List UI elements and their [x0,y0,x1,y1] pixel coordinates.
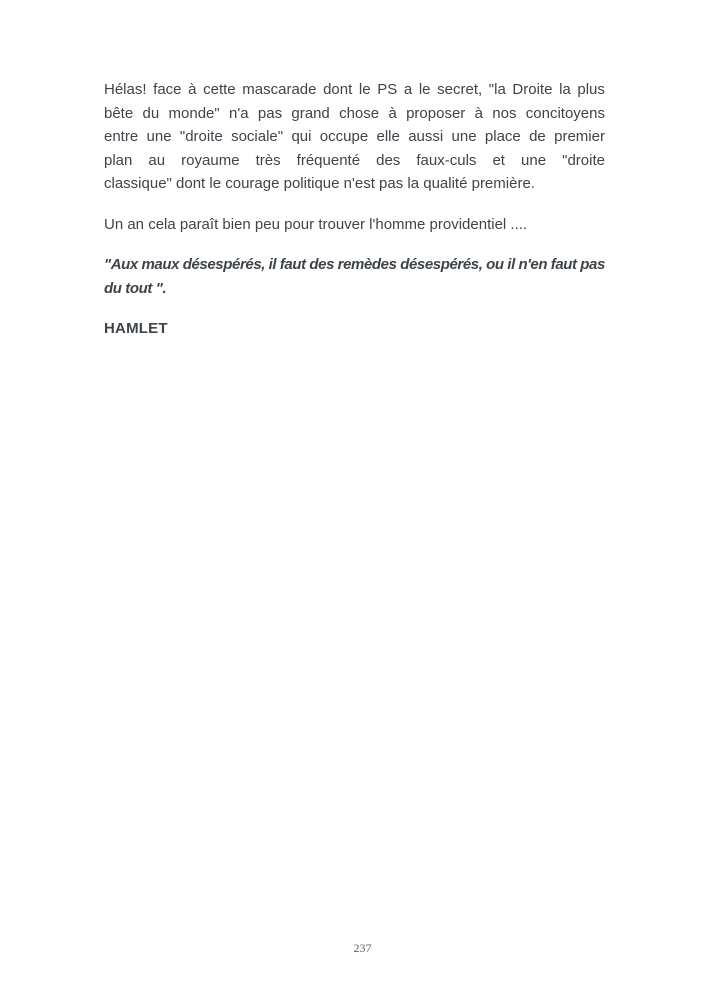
text-line: entre une "droite sociale" qui occupe elle aussi une place de premier [104,128,605,145]
paragraph-attribution [104,317,605,341]
text-line: bête du monde" n'a pas grand chose à proposer à nos concitoyens [104,104,605,122]
paragraph [104,213,605,237]
text-line: classique" dont le courage politique n'est pas la qualité première. [104,175,535,192]
text-line: Un an cela paraît bien peu pour trouver l'homme providentiel .... [104,215,528,233]
text-line: HAMLET [104,320,168,337]
text-line: "Aux maux désespérés, il faut des remèdes désespérés, ou il n'en faut pas [104,256,605,273]
text-line: Hélas! face à cette mascarade dont le PS a le secret, "la Droite la plus [104,81,605,98]
paragraph [104,78,605,196]
text-block [104,78,605,358]
paragraph-quote [104,253,605,300]
text-line: plan au royaume très fréquenté des faux-culs et une "droite [104,151,605,169]
page-number: 237 [353,941,372,955]
text-line: du tout ". [104,279,167,297]
